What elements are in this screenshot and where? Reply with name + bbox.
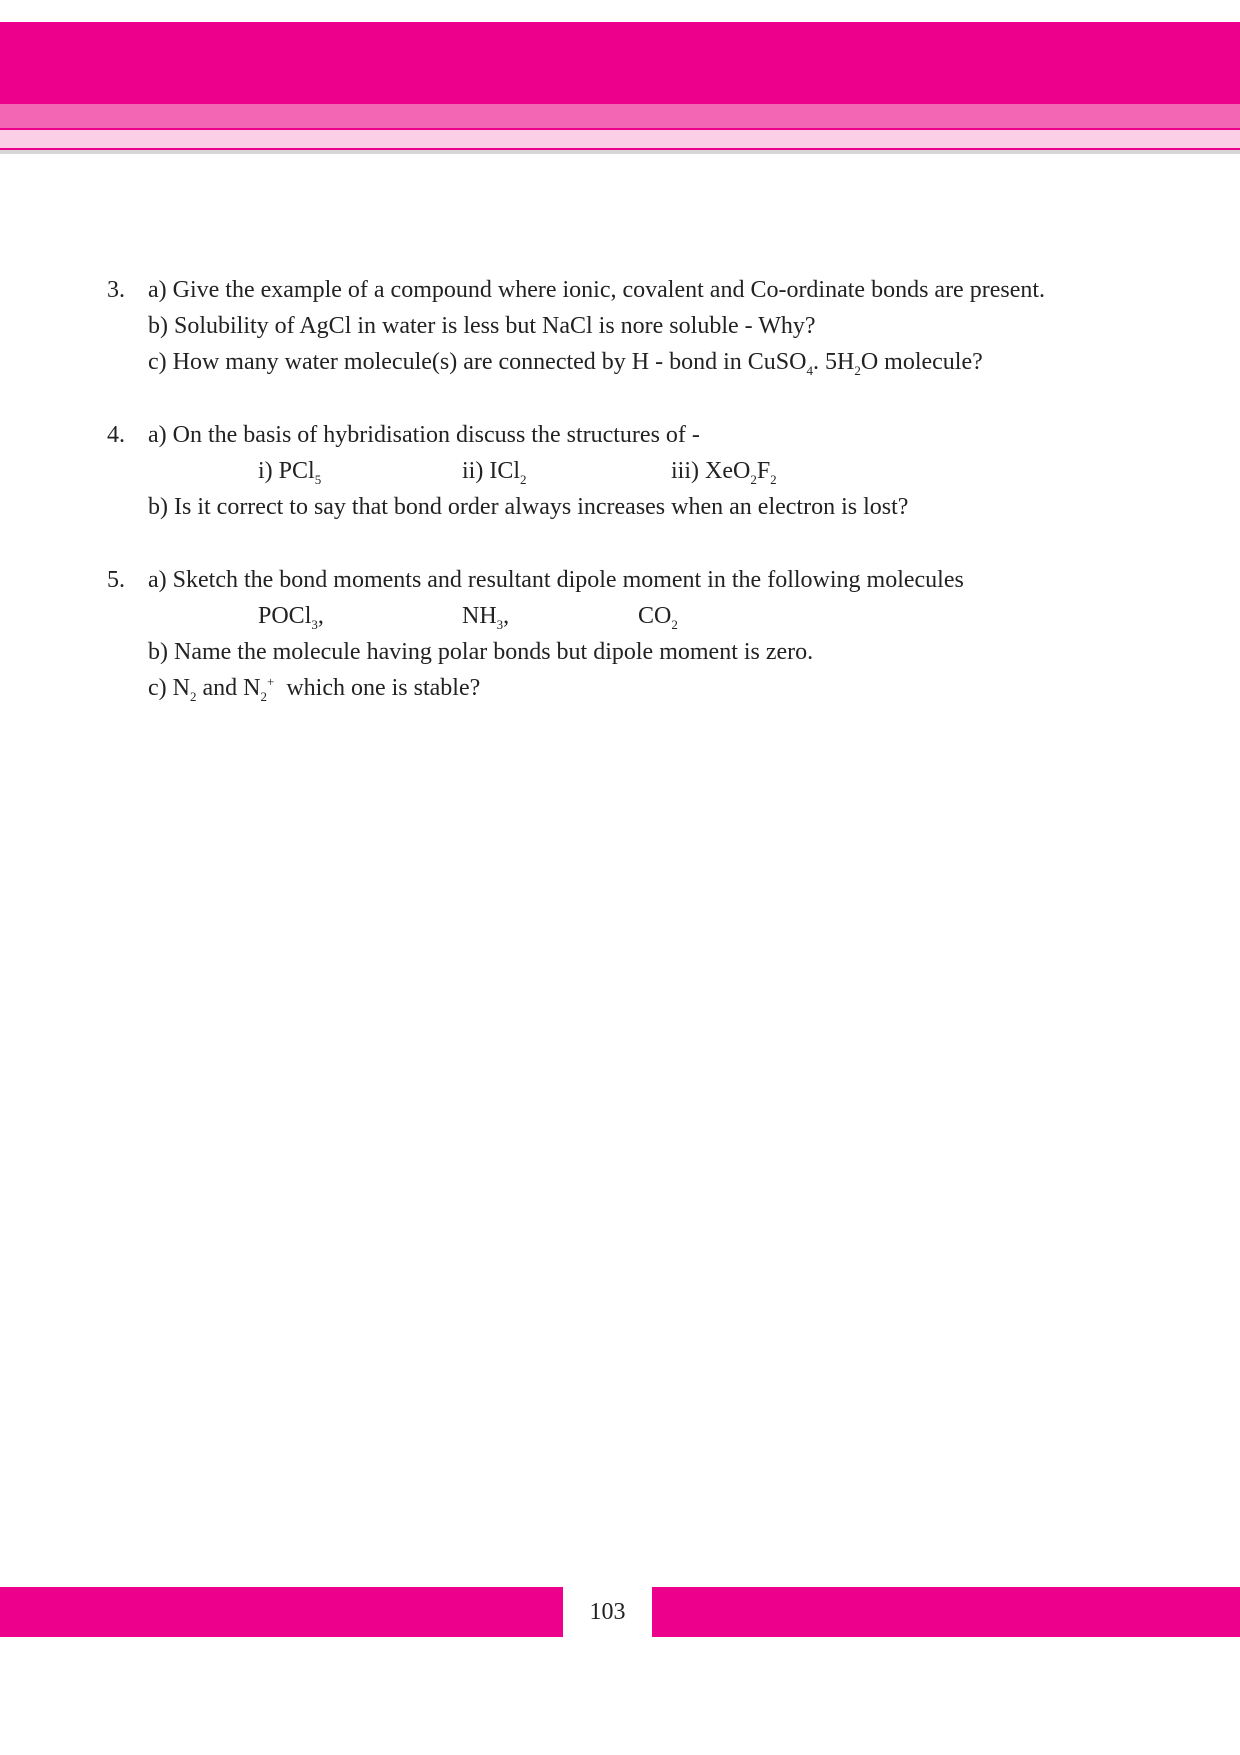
text: CO <box>638 603 672 629</box>
question-number: 4. <box>107 422 125 448</box>
question-5-part-b: b) Name the molecule having polar bonds but dipole moment is zero. <box>148 639 814 665</box>
text: iii) XeO <box>671 458 751 484</box>
subscript: 4 <box>806 363 813 378</box>
header-band <box>0 22 1240 104</box>
header-shadow <box>0 150 1240 154</box>
header-band-secondary <box>0 104 1240 128</box>
superscript: + <box>266 674 275 689</box>
text: and N <box>196 675 261 701</box>
structure-item-3 <box>671 453 777 489</box>
text: c) How many water molecule(s) are connected by H - bond in CuSO <box>148 349 807 375</box>
molecule-2 <box>462 598 509 634</box>
text: which one is stable? <box>274 675 481 701</box>
text: POCl <box>258 603 312 629</box>
question-3-part-c <box>148 344 983 380</box>
question-4-part-b: b) Is it correct to say that bond order always increases when an electron is lost? <box>148 494 909 520</box>
text: c) N <box>148 675 190 701</box>
footer-band-right <box>652 1587 1240 1637</box>
subscript: 2 <box>671 617 678 632</box>
subscript: 2 <box>520 472 527 487</box>
question-5-part-a: a) Sketch the bond moments and resultant dipole moment in the following molecules <box>148 567 964 593</box>
structure-item-2 <box>462 453 527 489</box>
molecule-1 <box>258 598 324 634</box>
subscript: 2 <box>750 472 757 487</box>
question-5-part-c <box>148 670 480 706</box>
subscript: 3 <box>311 617 318 632</box>
question-number: 5. <box>107 567 125 593</box>
header-band-light <box>0 130 1240 148</box>
subscript: 5 <box>314 472 322 487</box>
subscript: 2 <box>854 363 861 378</box>
text: NH <box>462 603 497 629</box>
text: . 5H <box>812 349 855 375</box>
text: , <box>317 603 324 629</box>
question-3-part-a: a) Give the example of a compound where ionic, covalent and Co-ordinate bonds are present. <box>148 277 1046 303</box>
text: F <box>756 458 771 484</box>
question-4-part-a: a) On the basis of hybridisation discuss the structures of - <box>148 422 700 448</box>
subscript: 2 <box>189 689 197 704</box>
question-number: 3. <box>107 277 125 303</box>
text: O molecule? <box>860 349 983 375</box>
text: ii) ICl <box>462 458 520 484</box>
page-number: 103 <box>589 1599 626 1625</box>
footer-band-left <box>0 1587 563 1637</box>
subscript: 3 <box>496 617 504 632</box>
text: , <box>503 603 510 629</box>
text: i) PCl <box>258 458 315 484</box>
molecule-3 <box>638 598 678 634</box>
question-3-part-b: b) Solubility of AgCl in water is less but NaCl is nore soluble - Why? <box>148 313 816 339</box>
subscript: 2 <box>260 689 267 704</box>
subscript: 2 <box>770 472 777 487</box>
structure-item-1 <box>258 453 321 489</box>
